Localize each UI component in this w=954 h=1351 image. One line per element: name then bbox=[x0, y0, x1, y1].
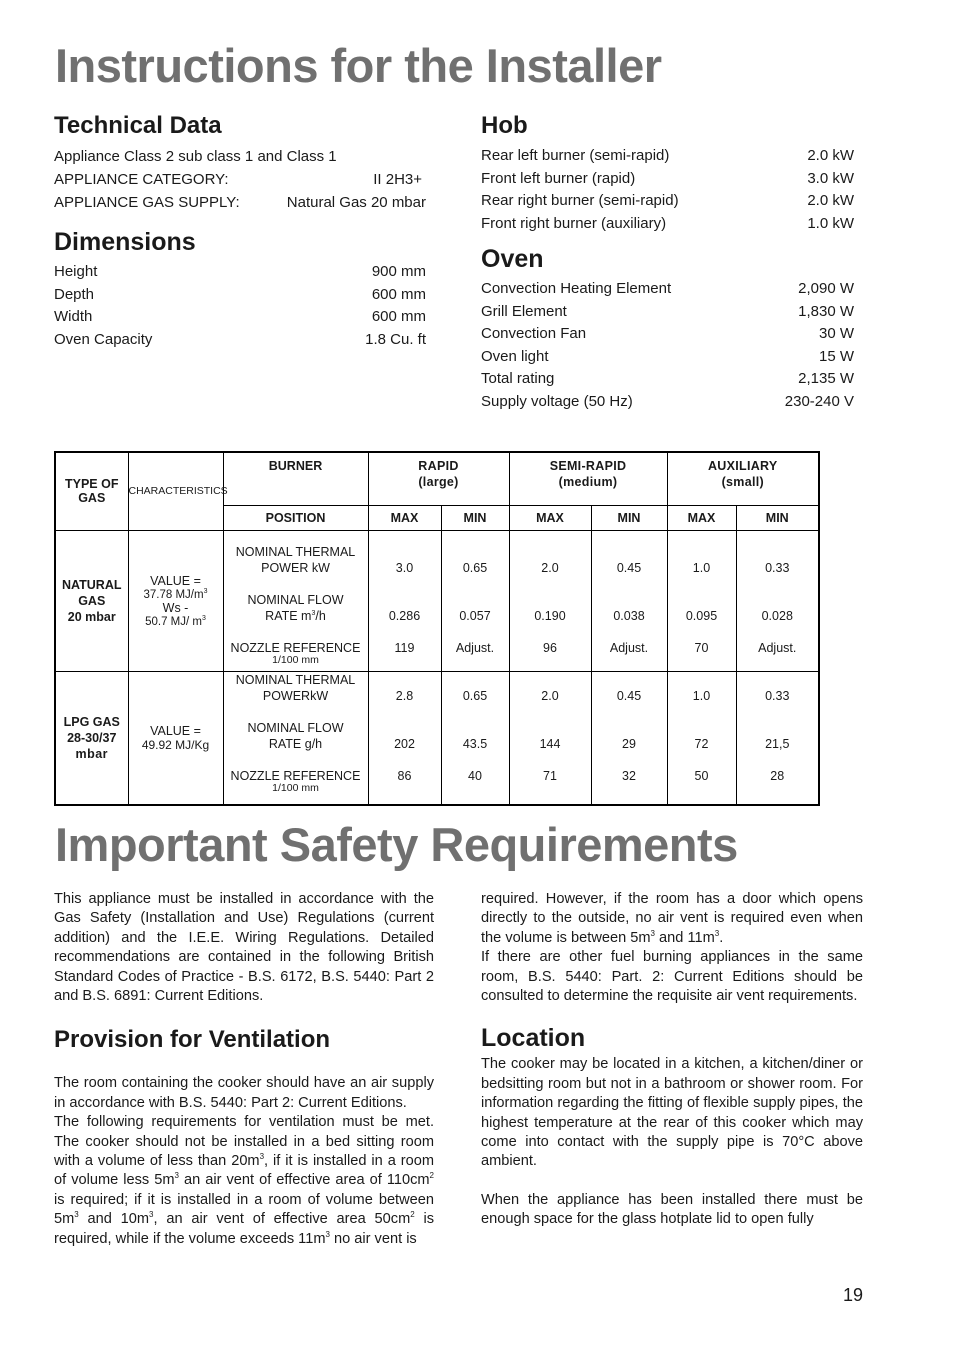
lpg-semi-max: 2.0 144 71 bbox=[509, 671, 591, 805]
natural-semi-min: 0.45 0.038 Adjust. bbox=[591, 530, 667, 671]
hob-row: Rear left burner (semi-rapid) 2.0 kW bbox=[481, 147, 854, 164]
location-paragraph-2: When the appliance has been installed there must be enough space for the glass hotplate lid to open fully bbox=[481, 1191, 863, 1228]
appliance-class: Appliance Class 2 sub class 1 and Class 1 bbox=[54, 148, 337, 165]
ventilation-heading: Provision for Ventilation bbox=[54, 1026, 331, 1054]
ventilation-paragraph-2: The following requirements for ventilation must be met. The cooker should not be installed in a bed sitting room with a volume of less than $20m^3$, if it is installed in a room of volume less $5m^3$ an air vent of effective area of $110cm^2$ is required; if it is installed in a room of volume between $5m^3$ and $10m^3$, an air vent of effective area $50cm^2$ is required, while if the volume exceeds $11m^3$ no air vent is bbox=[54, 1114, 435, 1247]
ventilation-continued: required. However, if the room has a door which opens directly to the outside, no air vent is required even when the volume is between $5m^3$ and $11m^3$. bbox=[481, 891, 863, 946]
technical-data-heading: Technical Data bbox=[54, 112, 222, 139]
oven-row: Supply voltage (50 Hz) 230-240 V bbox=[481, 392, 854, 410]
gas-table bbox=[54, 451, 820, 806]
oven-section bbox=[481, 245, 854, 414]
table-row-natural-gas bbox=[55, 530, 819, 671]
lpg-gas-position: NOMINAL THERMAL POWERkW NOMINAL FLOW RATE g/h NOZZLE REFERENCE 1/100 mm bbox=[223, 671, 368, 805]
safety-intro: This appliance must be installed in accordance with the Gas Safety (Installation and Use) Regulations (current addition) and the I.E.E. Wiring Regulations. Detailed recommendations are contained in the following British Standard Codes of Practice - B.S. 6172, B.S. 5440: Part 2 and B.S. 6891: Current Editions. bbox=[54, 891, 434, 1005]
burner-header: BURNER bbox=[223, 452, 368, 505]
characteristics-header: CHARACTERISTICS bbox=[128, 452, 223, 530]
lpg-aux-max: 1.0 72 50 bbox=[667, 671, 736, 805]
natural-rapid-min: 0.65 0.057 Adjust. bbox=[441, 530, 509, 671]
hob-row: Front left burner (rapid) 3.0 kW bbox=[481, 169, 854, 187]
lpg-aux-min: 0.33 21,5 28 bbox=[736, 671, 819, 805]
other-appliances-paragraph: If there are other fuel burning appliances in the same room, B.S. 5440: Part. 2: Current Editions should be consulted to determine the requisite air vent requirements. bbox=[481, 949, 863, 1005]
natural-gas-characteristics: VALUE = 37.78 $MJ/m^3$ Ws - 50.7 MJ/ $m^3$ bbox=[128, 530, 223, 671]
rapid-header: RAPID (large) bbox=[368, 452, 509, 505]
min-header: MIN bbox=[591, 505, 667, 530]
page-title: Instructions for the Installer bbox=[55, 39, 662, 92]
hob-heading: Hob bbox=[481, 112, 528, 139]
dimensions-section bbox=[54, 228, 426, 351]
oven-row: Oven light 15 W bbox=[481, 347, 854, 365]
oven-row: Convection Fan 30 W bbox=[481, 325, 854, 343]
max-header: MAX bbox=[667, 505, 736, 530]
lpg-gas-characteristics: VALUE = 49.92 MJ/Kg bbox=[128, 671, 223, 805]
auxiliary-header: AUXILIARY (small) bbox=[667, 452, 819, 505]
oven-row: Grill Element 1,830 W bbox=[481, 302, 854, 320]
hob-row: Rear right burner (semi-rapid) 2.0 kW bbox=[481, 192, 854, 210]
page-number: 19 bbox=[842, 1285, 863, 1305]
semi-rapid-header: SEMI-RAPID (medium) bbox=[509, 452, 667, 505]
dimension-row: Depth 600 mm bbox=[54, 285, 426, 303]
dimension-row: Height 900 mm bbox=[54, 263, 426, 280]
technical-data-section bbox=[54, 112, 426, 215]
hob-row: Front right burner (auxiliary) 1.0 kW bbox=[481, 214, 854, 232]
min-header: MIN bbox=[441, 505, 509, 530]
lpg-gas-label: LPG GAS 28-30/37 mbar bbox=[55, 671, 128, 805]
natural-gas-position: NOMINAL THERMAL POWER kW NOMINAL FLOW RATE $m^3/h$ NOZZLE REFERENCE 1/100 mm bbox=[223, 530, 368, 671]
max-header: MAX bbox=[368, 505, 441, 530]
safety-left-column bbox=[54, 890, 434, 1249]
dimension-row: Oven Capacity 1.8 Cu. ft bbox=[54, 330, 426, 348]
table-row-lpg-gas bbox=[55, 671, 819, 805]
natural-gas-label: NATURAL GAS 20 mbar bbox=[55, 530, 128, 671]
natural-semi-max: 2.0 0.190 96 bbox=[509, 530, 591, 671]
lpg-rapid-max: 2.8 202 86 bbox=[368, 671, 441, 805]
type-of-gas-header: TYPE OF GAS bbox=[55, 452, 128, 530]
position-header: POSITION bbox=[223, 505, 368, 530]
safety-right-column bbox=[481, 890, 863, 1230]
safety-title: Important Safety Requirements bbox=[55, 818, 738, 871]
lpg-semi-min: 0.45 29 32 bbox=[591, 671, 667, 805]
oven-row: Total rating 2,135 W bbox=[481, 370, 854, 388]
natural-aux-max: 1.0 0.095 70 bbox=[667, 530, 736, 671]
hob-section bbox=[481, 112, 854, 235]
table-header-row bbox=[55, 452, 819, 505]
ventilation-paragraph-1: The room containing the cooker should have an air supply in accordance with B.S. 5440: Part 2: Current Editions. bbox=[54, 1075, 434, 1111]
natural-rapid-max: 3.0 0.286 119 bbox=[368, 530, 441, 671]
oven-heading: Oven bbox=[481, 245, 544, 273]
location-heading: Location bbox=[481, 1024, 586, 1053]
natural-aux-min: 0.33 0.028 Adjust. bbox=[736, 530, 819, 671]
dimension-row: Width 600 mm bbox=[54, 308, 426, 326]
oven-row: Convection Heating Element 2,090 W bbox=[481, 280, 854, 297]
lpg-rapid-min: 0.65 43.5 40 bbox=[441, 671, 509, 805]
location-paragraph-1: The cooker may be located in a kitchen, a kitchen/diner or bedsitting room but not in a bathroom or shower room. For information regarding the fitting of flexible supply pipes, the highest temperature at the rear of this cooker which may come into contact with the supply pipe is 70°C above ambient. bbox=[481, 1056, 863, 1170]
max-header: MAX bbox=[509, 505, 591, 530]
appliance-gas-supply: APPLIANCE GAS SUPPLY: Natural Gas 20 mbar bbox=[54, 194, 426, 212]
dimensions-heading: Dimensions bbox=[54, 228, 196, 256]
min-header: MIN bbox=[736, 505, 819, 530]
appliance-category: APPLIANCE CATEGORY: II 2H3+ bbox=[54, 170, 422, 188]
